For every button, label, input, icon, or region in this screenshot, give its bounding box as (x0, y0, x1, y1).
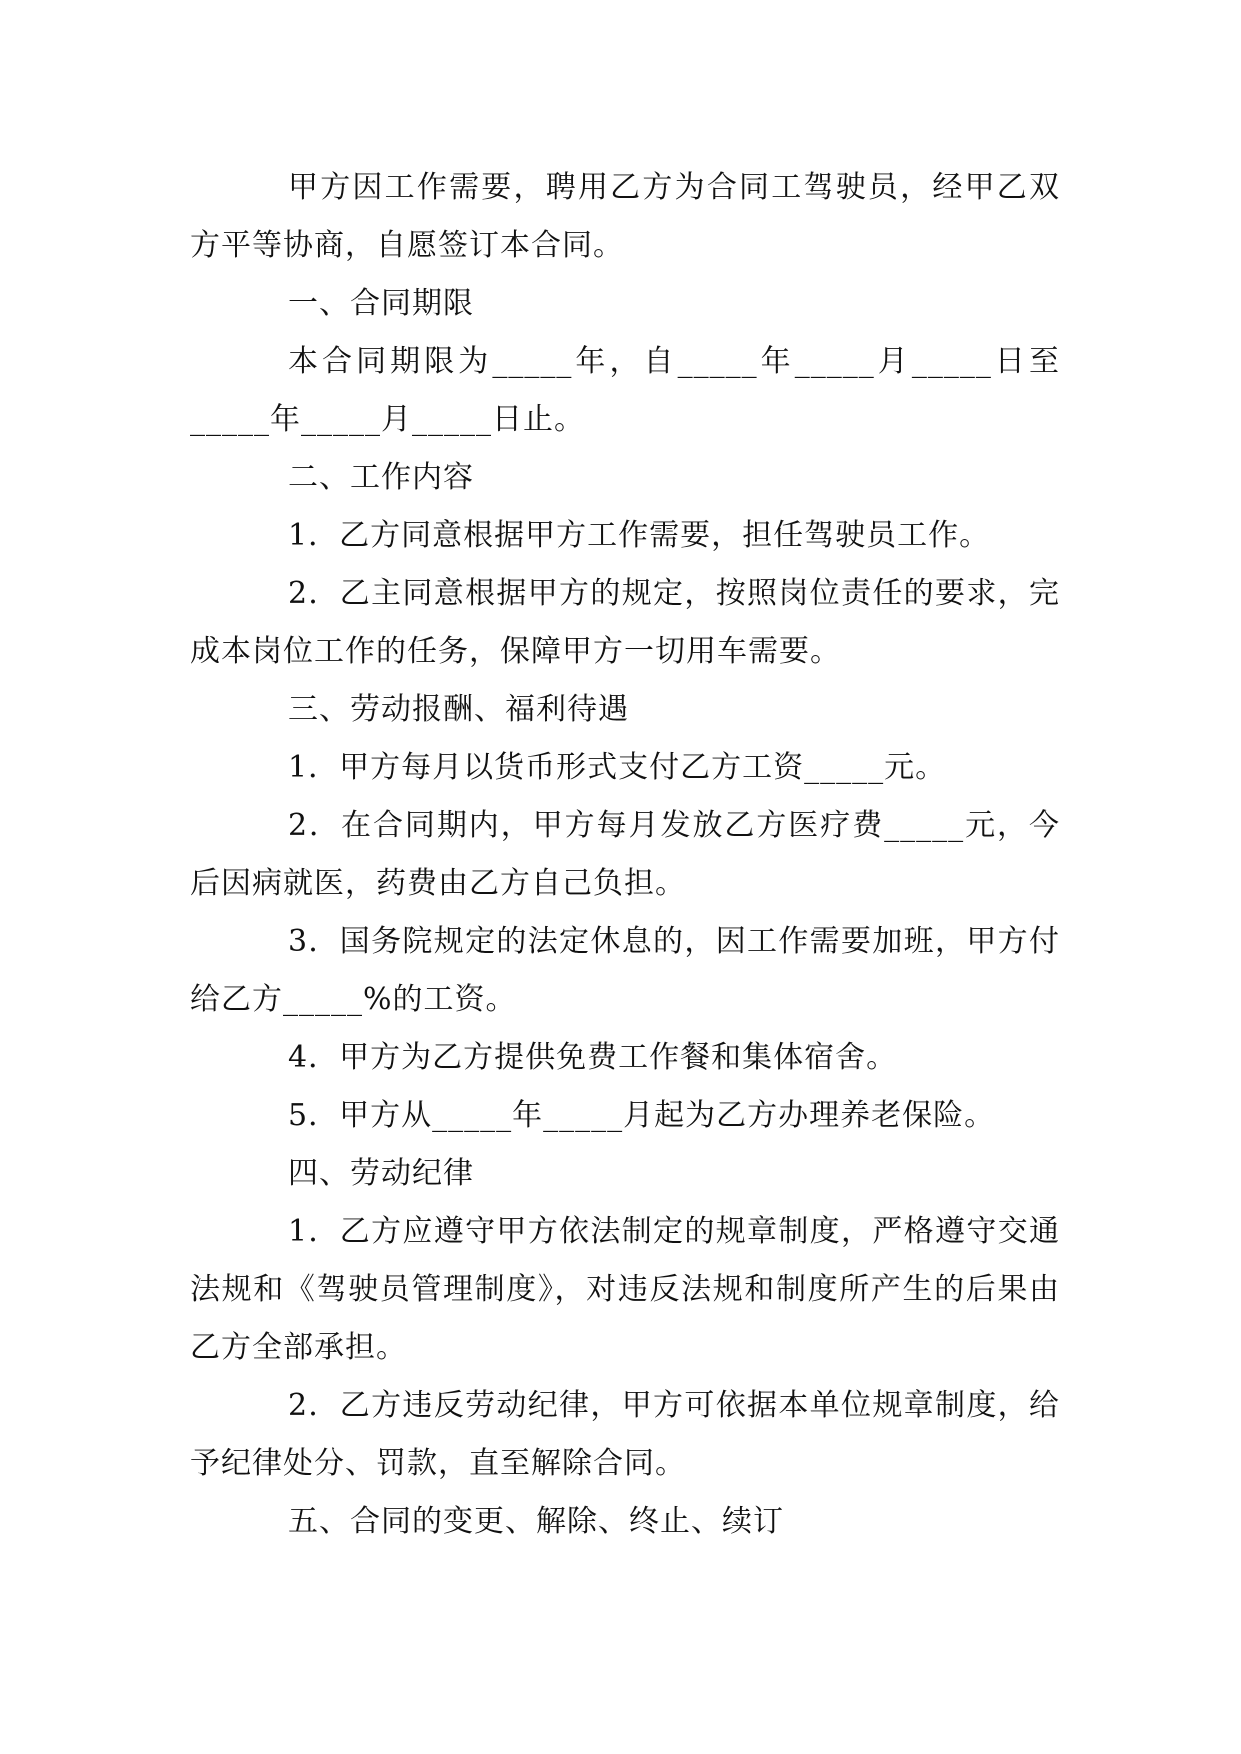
term-paragraph: 本合同期限为_____年，自_____年_____月_____日至_____年_____月_____日止。 (190, 344, 1060, 437)
discipline-item-2: 2．乙方违反劳动纪律，甲方可依据本单位规章制度，给予纪律处分、罚款，直至解除合同。 (190, 1388, 1060, 1481)
remuneration-item-2: 2．在合同期内，甲方每月发放乙方医疗费_____元，今后因病就医，药费由乙方自己负担。 (190, 808, 1060, 901)
remuneration-item-4: 4．甲方为乙方提供免费工作餐和集体宿舍。 (288, 1040, 898, 1075)
section-heading-discipline: 四、劳动纪律 (288, 1156, 474, 1191)
remuneration-item-3: 3．国务院规定的法定休息的，因工作需要加班，甲方付给乙方_____%的工资。 (190, 924, 1060, 1017)
section-heading-work-content: 二、工作内容 (288, 460, 474, 495)
section-heading-contract-changes: 五、合同的变更、解除、终止、续订 (288, 1504, 784, 1539)
section-heading-remuneration: 三、劳动报酬、福利待遇 (288, 692, 629, 727)
document-body (190, 159, 1060, 1551)
section-heading-term: 一、合同期限 (288, 286, 474, 321)
discipline-item-1: 1．乙方应遵守甲方依法制定的规章制度，严格遵守交通法规和《驾驶员管理制度》，对违反法规和制度所产生的后果由乙方全部承担。 (190, 1214, 1060, 1365)
work-content-item-1: 1．乙方同意根据甲方工作需要，担任驾驶员工作。 (288, 518, 991, 553)
intro-paragraph: 甲方因工作需要，聘用乙方为合同工驾驶员，经甲乙双方平等协商，自愿签订本合同。 (190, 170, 1060, 263)
remuneration-item-1: 1．甲方每月以货币形式支付乙方工资_____元。 (288, 750, 947, 785)
remuneration-item-5: 5．甲方从_____年_____月起为乙方办理养老保险。 (288, 1098, 996, 1133)
work-content-item-2: 2．乙主同意根据甲方的规定，按照岗位责任的要求，完成本岗位工作的任务，保障甲方一切用车需要。 (190, 576, 1060, 669)
